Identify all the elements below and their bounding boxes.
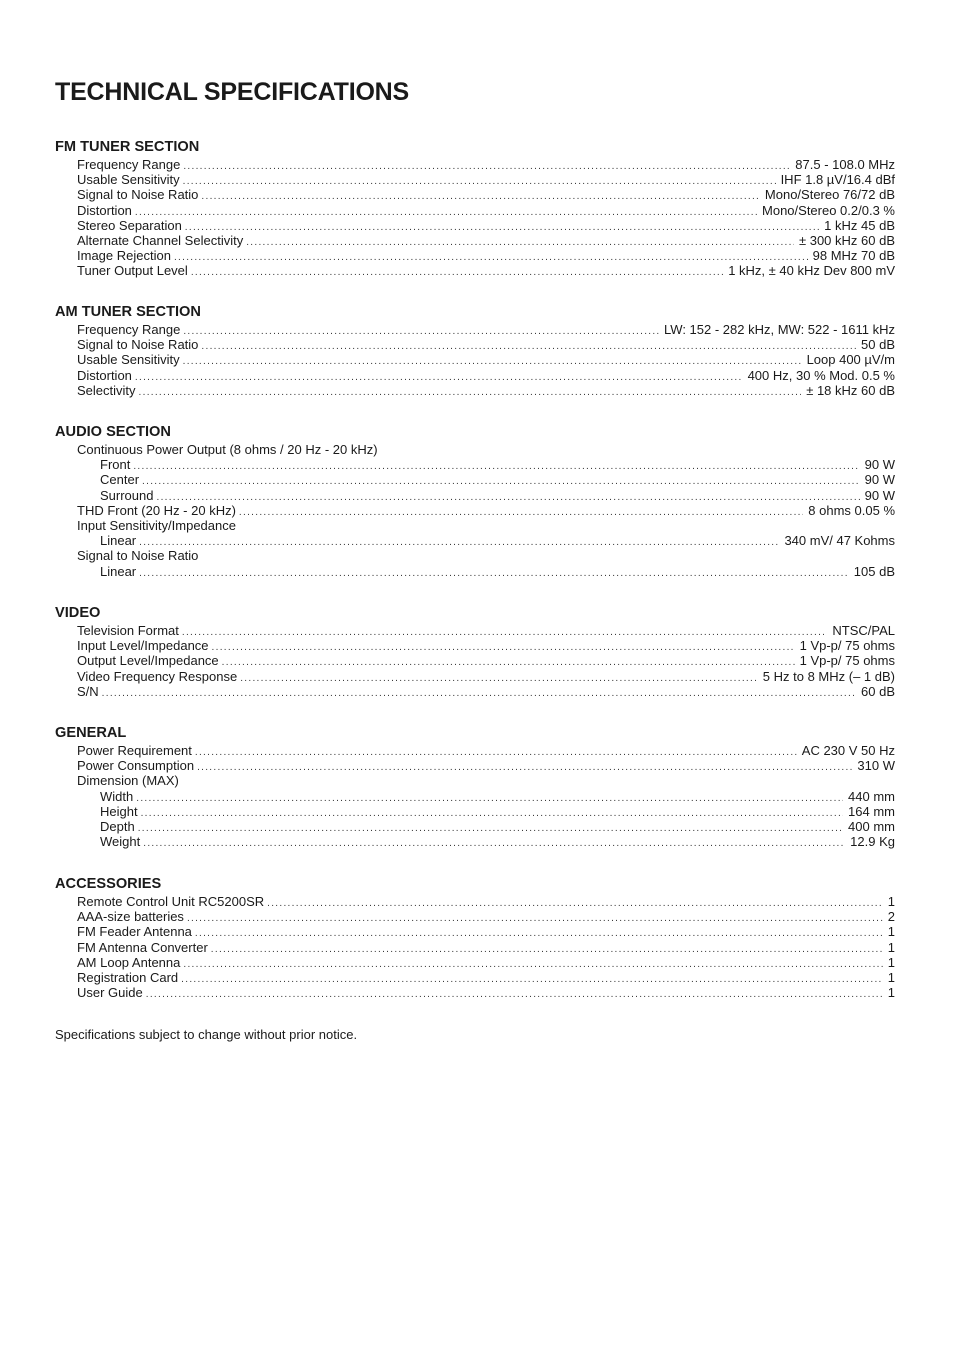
spec-value: 8 ohms 0.05 %: [808, 502, 895, 518]
section-heading: ACCESSORIES: [55, 876, 162, 892]
spec-section: [55, 138, 895, 279]
spec-label: FM Feader Antenna: [77, 924, 192, 940]
dot-leader: [195, 745, 797, 760]
spec-row: [55, 985, 895, 1000]
spec-value: 90 W: [864, 472, 895, 488]
spec-row: [55, 970, 895, 985]
spec-label: Registration Card: [77, 969, 179, 985]
spec-label: Signal to Noise Ratio: [77, 187, 199, 203]
spec-row: [55, 758, 895, 773]
spec-value: 400 Hz, 30 % Mod. 0.5 %: [747, 367, 895, 383]
dot-leader: [183, 957, 882, 972]
footer-note: Specifications subject to change without prior notice.: [55, 1027, 358, 1042]
spec-row: [55, 548, 895, 563]
dot-leader: [246, 235, 794, 250]
dot-leader: [138, 821, 843, 836]
spec-label: FM Antenna Converter: [77, 939, 208, 955]
spec-value: ± 300 kHz 60 dB: [798, 232, 895, 248]
spec-row: [55, 263, 895, 278]
spec-row: [55, 669, 895, 684]
spec-value: LW: 152 - 282 kHz, MW: 522 - 1611 kHz: [664, 322, 895, 337]
spec-row: [55, 352, 895, 367]
spec-value: AC 230 V 50 Hz: [801, 743, 895, 758]
spec-row: [55, 233, 895, 248]
spec-row: [55, 383, 895, 398]
spec-value: Mono/Stereo 0.2/0.3 %: [762, 202, 895, 218]
spec-label: Usable Sensitivity: [77, 352, 180, 368]
section-heading: AUDIO SECTION: [55, 424, 171, 440]
dot-leader: [267, 896, 883, 911]
spec-label: S/N: [77, 683, 99, 699]
dot-leader: [142, 474, 860, 489]
dot-leader: [195, 926, 883, 941]
spec-row: [55, 789, 895, 804]
spec-label: Power Requirement: [77, 743, 192, 758]
spec-label: Depth: [100, 818, 135, 834]
dot-leader: [133, 459, 859, 474]
dot-leader: [141, 806, 843, 821]
spec-value: 1: [887, 939, 895, 955]
dot-leader: [211, 942, 883, 957]
dot-leader: [139, 535, 779, 550]
dot-leader: [201, 189, 760, 204]
spec-label: Width: [100, 788, 134, 804]
spec-label: Selectivity: [77, 382, 136, 398]
spec-value: 440 mm: [848, 788, 895, 804]
spec-row: [55, 819, 895, 834]
dot-leader: [139, 566, 849, 581]
spec-label: Height: [100, 803, 138, 819]
spec-label: Distortion: [77, 202, 132, 218]
section-heading: FM TUNER SECTION: [55, 139, 200, 155]
spec-value: 400 mm: [848, 818, 895, 834]
spec-row: [55, 337, 895, 352]
spec-label: Signal to Noise Ratio: [77, 337, 199, 353]
spec-row: [55, 638, 895, 653]
section-heading: GENERAL: [55, 725, 127, 741]
spec-label: Center: [100, 472, 140, 488]
spec-row: [55, 368, 895, 383]
spec-row: [55, 653, 895, 668]
spec-row: [55, 684, 895, 699]
dot-leader: [183, 324, 659, 339]
spec-row: [55, 924, 895, 939]
spec-row: [55, 203, 895, 218]
spec-row: [55, 503, 895, 518]
spec-label: Continuous Power Output (8 ohms / 20 Hz - 20 kHz): [77, 442, 378, 457]
spec-label: Linear: [100, 563, 137, 579]
spec-row: [55, 157, 895, 172]
dot-leader: [135, 370, 743, 385]
spec-value: Mono/Stereo 76/72 dB: [764, 187, 895, 203]
spec-row: [55, 518, 895, 533]
spec-label: Television Format: [77, 623, 179, 638]
dot-leader: [240, 671, 758, 686]
spec-value: 1 Vp-p/ 75 ohms: [799, 638, 895, 654]
dot-leader: [139, 385, 802, 400]
spec-row: [55, 773, 895, 788]
dot-leader: [212, 640, 795, 655]
spec-label: Input Sensitivity/Impedance: [77, 517, 236, 533]
dot-leader: [222, 655, 795, 670]
spec-label: Frequency Range: [77, 157, 181, 172]
dot-leader: [102, 686, 856, 701]
spec-row: [55, 955, 895, 970]
spec-value: 12.9 Kg: [850, 834, 895, 850]
spec-label: Linear: [100, 533, 137, 549]
spec-row: [55, 218, 895, 233]
spec-row: [55, 940, 895, 955]
spec-value: 105 dB: [853, 563, 895, 579]
spec-value: NTSC/PAL: [832, 623, 895, 638]
spec-value: 340 mV/ 47 Kohms: [784, 533, 895, 549]
spec-section: [55, 604, 895, 699]
spec-section: [55, 724, 895, 849]
spec-row: [55, 488, 895, 503]
spec-value: 90 W: [864, 457, 895, 473]
spec-label: AAA-size batteries: [77, 909, 184, 925]
spec-label: Stereo Separation: [77, 217, 182, 233]
spec-row: [55, 894, 895, 909]
spec-value: 1 Vp-p/ 75 ohms: [799, 653, 895, 669]
spec-value: 1: [887, 924, 895, 940]
spec-row: [55, 564, 895, 579]
spec-value: 90 W: [864, 487, 895, 503]
page-title: TECHNICAL SPECIFICATIONS: [55, 78, 410, 106]
spec-value: 2: [887, 909, 895, 925]
spec-label: Frequency Range: [77, 322, 181, 337]
spec-value: 1 kHz, ± 40 kHz Dev 800 mV: [728, 263, 895, 279]
spec-label: Video Frequency Response: [77, 668, 238, 684]
spec-label: Surround: [100, 487, 154, 503]
spec-value: 5 Hz to 8 MHz (– 1 dB): [762, 668, 895, 684]
spec-section: [55, 303, 895, 398]
spec-value: 1: [887, 985, 895, 1001]
spec-label: Power Consumption: [77, 758, 195, 774]
dot-leader: [146, 987, 883, 1002]
spec-value: 164 mm: [848, 803, 895, 819]
dot-leader: [182, 625, 828, 640]
spec-row: [55, 442, 895, 457]
dot-leader: [187, 911, 883, 926]
spec-label: Weight: [100, 834, 141, 850]
spec-row: [55, 472, 895, 487]
spec-section: [55, 423, 895, 579]
dot-leader: [135, 205, 757, 220]
spec-label: Front: [100, 457, 131, 473]
spec-label: Output Level/Impedance: [77, 653, 219, 669]
dot-leader: [185, 220, 819, 235]
spec-label: Alternate Channel Selectivity: [77, 232, 244, 248]
dot-leader: [201, 339, 856, 354]
dot-leader: [156, 490, 859, 505]
dot-leader: [174, 250, 808, 265]
spec-label: Usable Sensitivity: [77, 172, 180, 188]
dot-leader: [197, 760, 852, 775]
spec-value: Loop 400 µV/m: [806, 352, 895, 368]
spec-value: 50 dB: [861, 337, 895, 353]
spec-value: 1: [887, 954, 895, 970]
spec-row: [55, 322, 895, 337]
spec-label: Tuner Output Level: [77, 263, 188, 279]
spec-label: Remote Control Unit RC5200SR: [77, 894, 265, 909]
spec-label: Input Level/Impedance: [77, 638, 209, 654]
spec-row: [55, 909, 895, 924]
spec-value: 60 dB: [861, 683, 895, 699]
spec-label: Distortion: [77, 367, 132, 383]
spec-value: ± 18 kHz 60 dB: [806, 382, 895, 398]
spec-row: [55, 804, 895, 819]
spec-row: [55, 248, 895, 263]
spec-value: 98 MHz 70 dB: [812, 248, 895, 264]
spec-value: 1 kHz 45 dB: [824, 217, 895, 233]
spec-section: [55, 875, 895, 1000]
dot-leader: [183, 159, 790, 174]
spec-row: [55, 623, 895, 638]
spec-value: 1: [887, 894, 895, 909]
dot-leader: [136, 791, 843, 806]
spec-label: Signal to Noise Ratio: [77, 548, 199, 564]
dot-leader: [183, 174, 776, 189]
spec-row: [55, 533, 895, 548]
spec-value: 87.5 - 108.0 MHz: [795, 157, 895, 172]
dot-leader: [183, 354, 802, 369]
dot-leader: [191, 265, 723, 280]
dot-leader: [181, 972, 883, 987]
spec-value: IHF 1.8 µV/16.4 dBf: [780, 172, 895, 188]
spec-label: Dimension (MAX): [77, 773, 179, 789]
dot-leader: [143, 836, 845, 851]
section-heading: AM TUNER SECTION: [55, 304, 201, 320]
section-heading: VIDEO: [55, 605, 101, 621]
spec-label: User Guide: [77, 985, 143, 1001]
spec-row: [55, 457, 895, 472]
spec-row: [55, 743, 895, 758]
spec-row: [55, 834, 895, 849]
spec-row: [55, 172, 895, 187]
spec-row: [55, 187, 895, 202]
dot-leader: [239, 505, 803, 520]
spec-value: 1: [887, 969, 895, 985]
spec-value: 310 W: [857, 758, 895, 774]
spec-label: AM Loop Antenna: [77, 954, 181, 970]
spec-label: THD Front (20 Hz - 20 kHz): [77, 502, 236, 518]
spec-label: Image Rejection: [77, 248, 171, 264]
